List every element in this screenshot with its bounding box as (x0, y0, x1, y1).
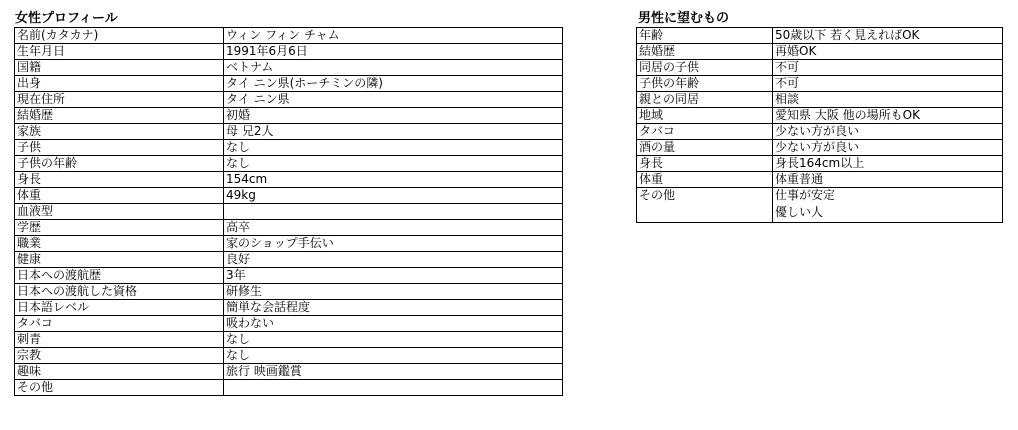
row-value: 不可 (773, 76, 1003, 92)
table-row (637, 172, 1003, 188)
row-value: 研修生 (224, 284, 563, 300)
row-label: 学歴 (15, 220, 224, 236)
table-row (15, 60, 563, 76)
row-label: タバコ (637, 124, 773, 140)
table-row (15, 252, 563, 268)
table-row (15, 364, 563, 380)
row-label: 年齢 (637, 28, 773, 44)
row-label: 体重 (15, 188, 224, 204)
row-value: ベトナム (224, 60, 563, 76)
table-row (15, 44, 563, 60)
row-value: 少ない方が良い (773, 124, 1003, 140)
table-row (15, 172, 563, 188)
row-label: 出身 (15, 76, 224, 92)
table-row (15, 284, 563, 300)
row-value: ウィン フィン チャム (224, 28, 563, 44)
row-value: 身長164cm以上 (773, 156, 1003, 172)
table-row (15, 140, 563, 156)
row-value: 少ない方が良い (773, 140, 1003, 156)
wishes-title: 男性に望むもの (638, 11, 730, 26)
row-value: 良好 (224, 252, 563, 268)
row-label: その他 (15, 380, 224, 396)
table-row (637, 156, 1003, 172)
row-label: 現在住所 (15, 92, 224, 108)
row-label: 刺青 (15, 332, 224, 348)
row-label: 日本への渡航歴 (15, 268, 224, 284)
profile-table (14, 27, 563, 396)
table-row (15, 76, 563, 92)
row-label: 家族 (15, 124, 224, 140)
table-row (15, 28, 563, 44)
row-label: その他 (637, 188, 773, 223)
row-label: 宗教 (15, 348, 224, 364)
row-label: 子供の年齢 (637, 76, 773, 92)
row-value (224, 380, 563, 396)
row-value-multiline (773, 188, 1003, 223)
row-value: 50歳以下 若く見えればOK (773, 28, 1003, 44)
row-label: 酒の量 (637, 140, 773, 156)
table-row (15, 380, 563, 396)
row-value: 家のショップ手伝い (224, 236, 563, 252)
row-value: 3年 (224, 268, 563, 284)
row-label: 親との同居 (637, 92, 773, 108)
table-row (15, 92, 563, 108)
row-label: 結婚歴 (15, 108, 224, 124)
row-label: 生年月日 (15, 44, 224, 60)
row-value: 体重普通 (773, 172, 1003, 188)
row-value: なし (224, 332, 563, 348)
row-label: 同居の子供 (637, 60, 773, 76)
row-value: 不可 (773, 60, 1003, 76)
table-row (637, 60, 1003, 76)
row-label: 国籍 (15, 60, 224, 76)
table-row (637, 124, 1003, 140)
row-value: 旅行 映画鑑賞 (224, 364, 563, 380)
row-value: タイ ニン県(ホーチミンの隣) (224, 76, 563, 92)
table-row (15, 332, 563, 348)
table-row (637, 28, 1003, 44)
row-value: 1991年6月6日 (224, 44, 563, 60)
table-row (637, 140, 1003, 156)
table-row (15, 300, 563, 316)
table-row (15, 124, 563, 140)
row-value: 高卒 (224, 220, 563, 236)
row-label: 健康 (15, 252, 224, 268)
row-value: 愛知県 大阪 他の場所もOK (773, 108, 1003, 124)
table-row (637, 108, 1003, 124)
row-value: なし (224, 348, 563, 364)
row-value (224, 204, 563, 220)
row-value: 49kg (224, 188, 563, 204)
wishes-table (636, 27, 1003, 223)
table-row (15, 316, 563, 332)
table-row (15, 156, 563, 172)
row-label: 趣味 (15, 364, 224, 380)
table-row (15, 268, 563, 284)
table-row (15, 236, 563, 252)
table-row (637, 44, 1003, 60)
table-row (637, 76, 1003, 92)
row-value: 吸わない (224, 316, 563, 332)
row-value: なし (224, 156, 563, 172)
row-label: タバコ (15, 316, 224, 332)
row-label: 身長 (637, 156, 773, 172)
row-label: 職業 (15, 236, 224, 252)
table-row (637, 92, 1003, 108)
row-label: 体重 (637, 172, 773, 188)
row-value: タイ ニン県 (224, 92, 563, 108)
table-row (637, 188, 1003, 223)
row-label: 子供の年齢 (15, 156, 224, 172)
table-row (15, 188, 563, 204)
row-label: 結婚歴 (637, 44, 773, 60)
row-value: 簡単な会話程度 (224, 300, 563, 316)
table-row (15, 220, 563, 236)
row-value: 再婚OK (773, 44, 1003, 60)
profile-title: 女性プロフィール (15, 11, 118, 26)
table-row (15, 204, 563, 220)
row-label: 日本語レベル (15, 300, 224, 316)
table-row (15, 108, 563, 124)
row-value: 初婚 (224, 108, 563, 124)
row-value: なし (224, 140, 563, 156)
row-label: 身長 (15, 172, 224, 188)
row-label: 血液型 (15, 204, 224, 220)
row-value: 相談 (773, 92, 1003, 108)
row-value-line: 優しい人 (775, 205, 824, 219)
row-label: 子供 (15, 140, 224, 156)
table-row (15, 348, 563, 364)
row-label: 日本への渡航した資格 (15, 284, 224, 300)
row-value: 母 兄2人 (224, 124, 563, 140)
row-label: 名前(カタカナ) (15, 28, 224, 44)
row-value: 154cm (224, 172, 563, 188)
row-label: 地域 (637, 108, 773, 124)
row-value-line: 仕事が安定 (775, 188, 836, 202)
